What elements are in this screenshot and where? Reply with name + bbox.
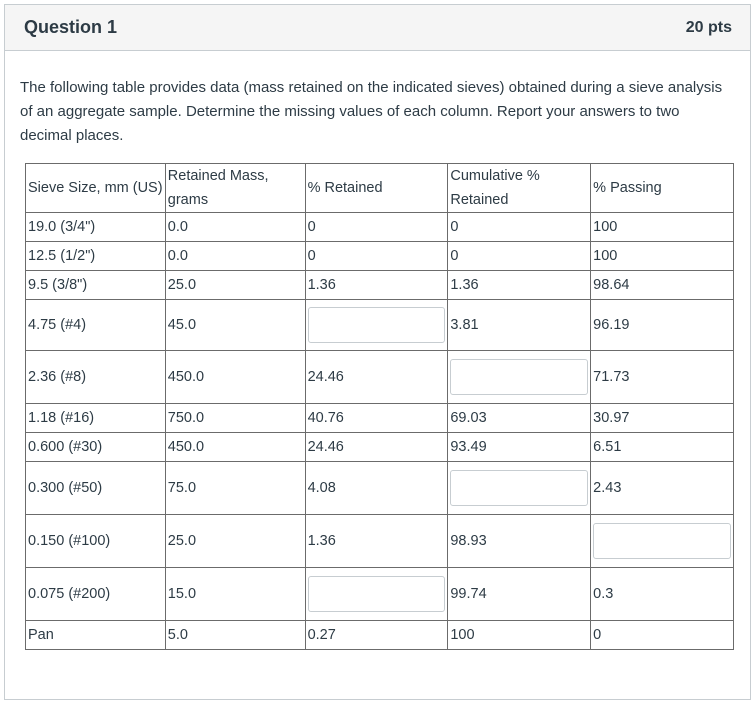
table-cell: 45.0 <box>165 300 305 351</box>
answer-input-pct-retained-4[interactable] <box>308 307 446 343</box>
answer-cell <box>448 351 591 404</box>
table-cell: 5.0 <box>165 621 305 650</box>
table-cell: 0.300 (#50) <box>26 462 166 515</box>
answer-input-cum-retained-50[interactable] <box>450 470 588 506</box>
table-cell: 93.49 <box>448 433 591 462</box>
table-row <box>26 621 734 650</box>
table-cell: 98.64 <box>591 271 734 300</box>
question-prompt: The following table provides data (mass retained on the indicated sieves) obtained during a sieve analysis of an aggregate sample. Determine the missing values of each column. Report your answers to two decimal places. <box>20 79 723 144</box>
table-row <box>26 242 734 271</box>
header-cell: % Passing <box>591 164 734 213</box>
table-cell: 450.0 <box>165 351 305 404</box>
table-cell: 12.5 (1/2") <box>26 242 166 271</box>
table-cell: 3.81 <box>448 300 591 351</box>
table-header-row <box>26 164 734 213</box>
table-cell: 0.3 <box>591 568 734 621</box>
question-header <box>5 5 750 51</box>
table-cell: 0.600 (#30) <box>26 433 166 462</box>
question-points: 20 pts <box>685 18 732 36</box>
table-row <box>26 568 734 621</box>
table-cell: 0.150 (#100) <box>26 515 166 568</box>
sieve-table <box>25 163 734 650</box>
table-row <box>26 462 734 515</box>
table-cell: 25.0 <box>165 271 305 300</box>
table-cell: Pan <box>26 621 166 650</box>
table-cell: 25.0 <box>165 515 305 568</box>
table-cell: 4.08 <box>305 462 448 515</box>
table-cell: 0.0 <box>165 213 305 242</box>
table-row <box>26 351 734 404</box>
answer-input-cum-retained-8[interactable] <box>450 359 588 395</box>
table-cell: 9.5 (3/8") <box>26 271 166 300</box>
table-cell: 0 <box>305 213 448 242</box>
table-cell: 100 <box>591 242 734 271</box>
answer-cell <box>305 568 448 621</box>
table-row <box>26 213 734 242</box>
table-row <box>26 433 734 462</box>
table-cell: 0.0 <box>165 242 305 271</box>
answer-input-pct-passing-100[interactable] <box>593 523 731 559</box>
table-cell: 0 <box>305 242 448 271</box>
table-cell: 0.075 (#200) <box>26 568 166 621</box>
table-cell: 99.74 <box>448 568 591 621</box>
header-cell: Sieve Size, mm (US) <box>26 164 166 213</box>
table-cell: 1.36 <box>305 515 448 568</box>
table-cell: 19.0 (3/4") <box>26 213 166 242</box>
table-cell: 40.76 <box>305 404 448 433</box>
header-cell: Retained Mass, grams <box>165 164 305 213</box>
table-row <box>26 515 734 568</box>
table-cell: 71.73 <box>591 351 734 404</box>
table-row <box>26 271 734 300</box>
answer-cell <box>591 515 734 568</box>
table-cell: 4.75 (#4) <box>26 300 166 351</box>
table-cell: 2.43 <box>591 462 734 515</box>
table-cell: 1.36 <box>448 271 591 300</box>
question-title: Question 1 <box>24 17 118 37</box>
table-cell: 1.36 <box>305 271 448 300</box>
table-cell: 2.36 (#8) <box>26 351 166 404</box>
header-cell: % Retained <box>305 164 448 213</box>
table-cell: 0 <box>448 213 591 242</box>
table-cell: 75.0 <box>165 462 305 515</box>
table-cell: 0 <box>591 621 734 650</box>
table-cell: 750.0 <box>165 404 305 433</box>
table-cell: 100 <box>591 213 734 242</box>
table-cell: 98.93 <box>448 515 591 568</box>
table-cell: 1.18 (#16) <box>26 404 166 433</box>
table-cell: 0.27 <box>305 621 448 650</box>
table-row <box>26 404 734 433</box>
answer-cell <box>305 300 448 351</box>
answer-input-pct-retained-200[interactable] <box>308 576 446 612</box>
table-cell: 100 <box>448 621 591 650</box>
table-cell: 0 <box>448 242 591 271</box>
table-cell: 24.46 <box>305 433 448 462</box>
answer-cell <box>448 462 591 515</box>
table-cell: 6.51 <box>591 433 734 462</box>
table-cell: 69.03 <box>448 404 591 433</box>
header-cell: Cumulative % Retained <box>448 164 591 213</box>
table-cell: 96.19 <box>591 300 734 351</box>
table-cell: 30.97 <box>591 404 734 433</box>
table-cell: 24.46 <box>305 351 448 404</box>
table-cell: 450.0 <box>165 433 305 462</box>
table-cell: 15.0 <box>165 568 305 621</box>
table-row <box>26 300 734 351</box>
